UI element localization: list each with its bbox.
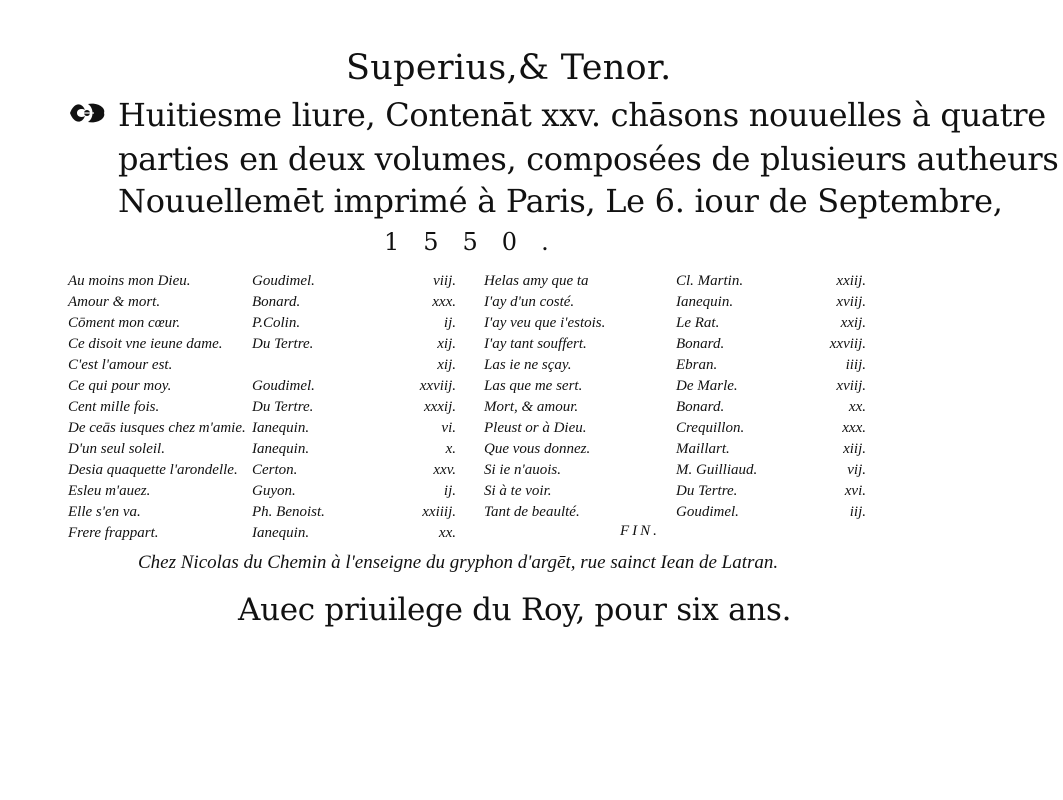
folio-number: xij. xyxy=(437,357,456,373)
song-title: Ce qui pour moy. xyxy=(68,378,172,394)
folio-number: iij. xyxy=(849,504,866,520)
folio-number: xxiiij. xyxy=(422,504,456,520)
contents-entry xyxy=(484,439,874,460)
contents-entry xyxy=(68,313,468,334)
song-title: Esleu m'auez. xyxy=(68,483,151,499)
folio-number: xx. xyxy=(438,525,456,541)
folio-number: xx. xyxy=(848,399,866,415)
song-title: Cōment mon cœur. xyxy=(68,315,181,331)
song-title: Las que me sert. xyxy=(484,378,583,394)
composer-name: Ianequin. xyxy=(252,525,310,541)
contents-entry xyxy=(484,418,874,439)
song-title: Tant de beaulté. xyxy=(484,504,580,520)
folio-number: ij. xyxy=(443,483,456,499)
folio-number: xij. xyxy=(437,336,456,352)
composer-name: Bonard. xyxy=(676,399,725,415)
voice-heading: Superius,& Tenor. xyxy=(346,48,672,88)
composer-name: Goudimel. xyxy=(252,378,315,394)
folio-number: xiij. xyxy=(843,441,866,457)
contents-entry xyxy=(68,418,468,439)
composer-name: Certon. xyxy=(252,462,298,478)
song-title: Helas amy que ta xyxy=(484,273,589,289)
song-title: Las ie ne sçay. xyxy=(484,357,572,373)
fin-mark: FIN. xyxy=(620,523,660,539)
composer-name: M. Guilliaud. xyxy=(676,462,758,478)
song-title: I'ay tant souffert. xyxy=(484,336,587,352)
contents-entry xyxy=(68,271,468,292)
contents-entry xyxy=(68,481,468,502)
folio-number: iiij. xyxy=(845,357,866,373)
folio-number: xviij. xyxy=(836,378,866,394)
contents-left-column xyxy=(68,271,468,544)
folio-number: xxxij. xyxy=(423,399,456,415)
title-line-2: parties en deux volumes, composées de plusieurs autheurs xyxy=(118,140,1059,178)
song-title: Si ie n'auois. xyxy=(484,462,561,478)
song-title: Au moins mon Dieu. xyxy=(68,273,191,289)
song-title: D'un seul soleil. xyxy=(68,441,165,457)
publication-year: 1550. xyxy=(384,228,573,256)
composer-name: Ebran. xyxy=(676,357,718,373)
folio-number: xxiij. xyxy=(836,273,866,289)
contents-entry xyxy=(68,460,468,481)
contents-entry xyxy=(68,355,468,376)
composer-name: Ianequin. xyxy=(252,441,310,457)
composer-name: Maillart. xyxy=(676,441,730,457)
fleuron-icon xyxy=(68,100,108,131)
composer-name: P.Colin. xyxy=(252,315,301,331)
contents-entry xyxy=(68,334,468,355)
contents-entry xyxy=(68,292,468,313)
song-title: Que vous donnez. xyxy=(484,441,591,457)
contents-entry xyxy=(68,523,468,544)
composer-name: Ianequin. xyxy=(252,420,310,436)
contents-entry xyxy=(68,439,468,460)
contents-entry xyxy=(68,502,468,523)
song-title: I'ay veu que i'estois. xyxy=(484,315,606,331)
royal-privilege: Auec priuilege du Roy, pour six ans. xyxy=(238,592,792,628)
folio-number: xxviij. xyxy=(419,378,456,394)
composer-name: Guyon. xyxy=(252,483,296,499)
song-title: C'est l'amour est. xyxy=(68,357,173,373)
composer-name: Bonard. xyxy=(676,336,725,352)
song-title: Pleust or à Dieu. xyxy=(484,420,587,436)
folio-number: xviij. xyxy=(836,294,866,310)
song-title: Frere frappart. xyxy=(68,525,159,541)
contents-entry xyxy=(484,397,874,418)
song-title: Mort, & amour. xyxy=(484,399,579,415)
contents-entry xyxy=(68,397,468,418)
song-title: Si à te voir. xyxy=(484,483,552,499)
folio-number: x. xyxy=(445,441,456,457)
contents-entry xyxy=(484,271,874,292)
contents-entry xyxy=(484,313,874,334)
contents-entry xyxy=(484,376,874,397)
song-title: Desia quaquette l'arondelle. xyxy=(68,462,238,478)
song-title: Cent mille fois. xyxy=(68,399,160,415)
printer-address: Chez Nicolas du Chemin à l'enseigne du gryphon d'argēt, rue sainct Iean de Latran. xyxy=(138,552,779,573)
contents-entry xyxy=(484,481,874,502)
song-title: Ce disoit vne ieune dame. xyxy=(68,336,223,352)
song-title: De ceās iusques chez m'amie. xyxy=(68,420,246,436)
song-title: I'ay d'un costé. xyxy=(484,294,575,310)
folio-number: vi. xyxy=(441,420,456,436)
contents-entry xyxy=(484,502,874,523)
folio-number: xvi. xyxy=(844,483,866,499)
title-line-1: Huitiesme liure, Contenāt xxv. chāsons nouuelles à quatre xyxy=(118,96,1046,134)
contents-entry xyxy=(484,334,874,355)
composer-name: Cl. Martin. xyxy=(676,273,744,289)
composer-name: Bonard. xyxy=(252,294,301,310)
folio-number: xxx. xyxy=(432,294,456,310)
folio-number: viij. xyxy=(433,273,456,289)
song-title: Elle s'en va. xyxy=(68,504,141,520)
folio-number: xxx. xyxy=(842,420,866,436)
song-title: Amour & mort. xyxy=(68,294,161,310)
contents-entry xyxy=(68,376,468,397)
composer-name: Le Rat. xyxy=(676,315,720,331)
title-line-3: Nouuellemēt imprimé à Paris, Le 6. iour de Septembre, xyxy=(118,182,1003,220)
folio-number: xxviij. xyxy=(829,336,866,352)
composer-name: Du Tertre. xyxy=(252,336,314,352)
composer-name: Ianequin. xyxy=(676,294,734,310)
composer-name: Ph. Benoist. xyxy=(252,504,325,520)
composer-name: Du Tertre. xyxy=(676,483,738,499)
folio-number: ij. xyxy=(443,315,456,331)
composer-name: De Marle. xyxy=(676,378,738,394)
folio-number: xxv. xyxy=(433,462,456,478)
composer-name: Crequillon. xyxy=(676,420,745,436)
folio-number: vij. xyxy=(847,462,866,478)
contents-entry xyxy=(484,460,874,481)
contents-entry xyxy=(484,292,874,313)
folio-number: xxij. xyxy=(840,315,866,331)
contents-right-column xyxy=(484,271,874,523)
composer-name: Goudimel. xyxy=(676,504,739,520)
composer-name: Goudimel. xyxy=(252,273,315,289)
composer-name: Du Tertre. xyxy=(252,399,314,415)
contents-entry xyxy=(484,355,874,376)
